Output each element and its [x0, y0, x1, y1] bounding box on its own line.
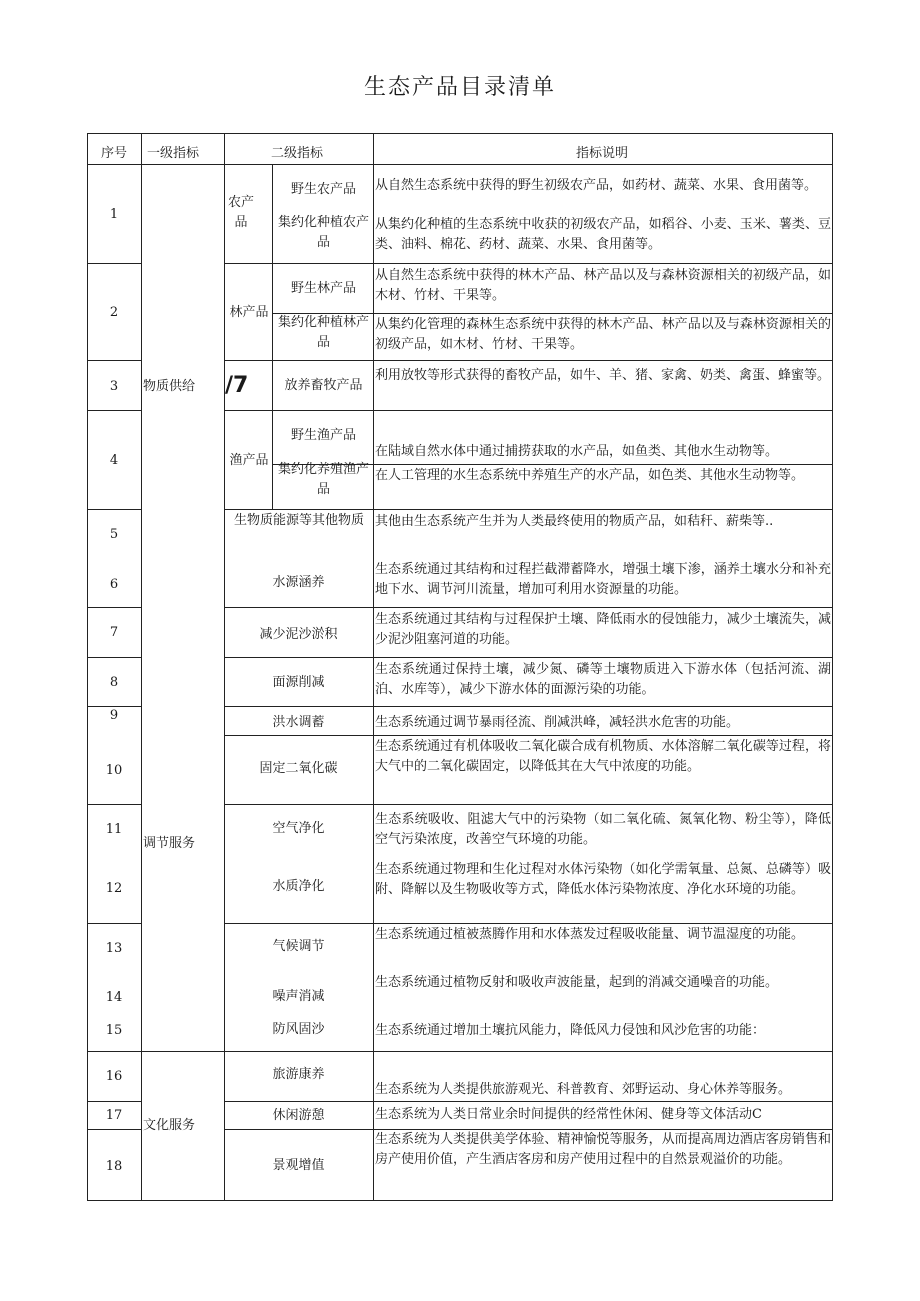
item-name: 气候调节: [272, 939, 325, 954]
table-rule: [87, 1101, 141, 1102]
row-seq: 8: [109, 675, 119, 690]
item-desc: 生态系统通过物理和生化过程对水体污染物（如化学需氧量、总氮、总磷等）吸附、降解以及生物吸收等方式，降低水体污染物浓度、净化水环境的功能。: [375, 862, 831, 897]
item-name: 噪声消减: [272, 989, 325, 1004]
row-seq: 11: [105, 822, 123, 837]
item-desc: 生态系统通过调节暴雨径流、削减洪峰，减轻洪水危害的功能。: [375, 715, 740, 730]
level1-supply: 物质供给: [143, 379, 196, 394]
item-name: 野生林产品: [290, 281, 356, 296]
item-name: 野生农产品: [290, 182, 356, 197]
table-rule: [87, 607, 141, 608]
item-name: 集约化种植林产品: [277, 315, 369, 350]
item-name: 防风固沙: [272, 1022, 325, 1037]
table-rule: [87, 804, 141, 805]
table-rule: [224, 263, 833, 264]
table-rule: [224, 607, 833, 608]
table-rule: [224, 133, 225, 1201]
header-level1: 一级指标: [146, 146, 199, 161]
row-seq: 14: [105, 990, 123, 1005]
item-desc: 生态系统通过保持土壤，减少氮、磷等土壤物质进入下游水体（包括河流、湖泊、水库等），减少下游水体的面源污染的功能。: [375, 662, 831, 697]
row-seq: 1: [109, 207, 119, 222]
table-rule: [832, 133, 833, 1201]
item-name: 集约化种植农产品: [277, 215, 369, 250]
table-rule: [87, 360, 141, 361]
table-rule: [224, 657, 833, 658]
item-name: 旅游康养: [272, 1067, 325, 1082]
item-name: 面源削减: [272, 675, 325, 690]
row-seq: 3: [109, 379, 119, 394]
table-rule: [87, 263, 141, 264]
item-desc: 利用放牧等形式获得的畜牧产品，如牛、羊、猪、家禽、奶类、禽蛋、蜂蜜等。: [375, 368, 831, 383]
mark-glyph: /7: [225, 373, 249, 398]
row-seq: 4: [109, 453, 119, 468]
table-rule: [224, 410, 833, 411]
header-seq: 序号: [100, 146, 127, 161]
row-seq: 5: [109, 527, 119, 542]
table-rule: [87, 1200, 833, 1201]
header-desc: 指标说明: [575, 146, 628, 161]
item-desc: 从自然生态系统中获得的林木产品、林产品以及与森林资源相关的初级产品，如木材、竹材、干果等。: [375, 268, 831, 303]
table-rule: [224, 509, 833, 510]
row-seq: 16: [105, 1069, 123, 1084]
row-seq: 2: [109, 305, 119, 320]
item-name: 生物质能源等其他物质: [233, 513, 364, 528]
page-title: 生态产品目录清单: [363, 75, 556, 100]
table-rule: [87, 657, 141, 658]
table-rule: [87, 133, 833, 134]
table-rule: [224, 923, 833, 924]
product-catalog-table: [87, 133, 833, 1201]
item-desc: 生态系统为人类提供旅游观光、科普教育、郊野运动、身心休养等服务。: [375, 1082, 792, 1097]
row-seq: 12: [105, 881, 123, 896]
table-rule: [141, 133, 142, 1201]
table-rule: [272, 164, 273, 509]
item-name: 野生渔产品: [290, 428, 356, 443]
item-desc: 在陆域自然水体中通过捕捞获取的水产品，如鱼类、其他水生动物等。: [375, 444, 779, 459]
table-rule: [87, 164, 833, 165]
table-rule: [224, 1101, 833, 1102]
table-rule: [87, 509, 141, 510]
item-name: 景观增值: [272, 1158, 325, 1173]
item-desc: 生态系统通过其结构和过程拦截滞蓄降水，增强土壤下渗，涵养土壤水分和补充地下水、调节河川流量，增加可利用水资源量的功能。: [375, 562, 831, 597]
row-seq: 18: [105, 1159, 123, 1174]
row-seq: 13: [105, 941, 123, 956]
row-seq: 6: [109, 577, 119, 592]
table-rule: [87, 410, 141, 411]
table-rule: [224, 804, 833, 805]
item-name: 放养畜牧产品: [284, 378, 363, 393]
item-name: 休闲游憩: [272, 1108, 325, 1123]
item-desc: 从自然生态系统中获得的野生初级农产品，如药材、蔬菜、水果、食用菌等。: [375, 178, 818, 193]
item-desc: 生态系统通过其结构与过程保护土壤、降低雨水的侵蚀能力，减少土壤流失，减少泥沙阻塞河道的功能。: [375, 612, 831, 647]
item-name: 洪水调蓄: [272, 715, 325, 730]
row-seq: 7: [109, 625, 119, 640]
group-forest: 林产品: [229, 305, 269, 320]
table-rule: [224, 360, 833, 361]
table-rule: [373, 133, 374, 1201]
row-seq: 15: [105, 1023, 123, 1038]
row-seq: 10: [105, 763, 123, 778]
header-level2: 二级指标: [270, 146, 323, 161]
item-desc: 其他由生态系统产生并为人类最终使用的物质产品，如秸秆、薪柴等..: [375, 514, 774, 529]
row-seq: 17: [105, 1108, 123, 1123]
item-desc: 在人工管理的水生态系统中养殖生产的水产品，如色类、其他水生动物等。: [375, 468, 805, 483]
table-rule: [87, 923, 141, 924]
item-name: 水质净化: [272, 879, 325, 894]
item-name: 集约化养殖渔产品: [277, 462, 369, 497]
group-fish: 渔产品: [229, 453, 269, 468]
item-desc: 生态系统通过增加土壤抗风能力，降低风力侵蚀和风沙危害的功能：: [375, 1023, 766, 1038]
table-rule: [87, 133, 88, 1201]
item-desc: 从集约化种植的生态系统中收获的初级农产品，如稻谷、小麦、玉米、薯类、豆类、油料、棉花、药材、蔬菜、水果、食用菌等。: [375, 217, 831, 252]
item-desc: 生态系统通过植被蒸腾作用和水体蒸发过程吸收能量、调节温湿度的功能。: [375, 927, 805, 942]
item-name: 固定二氧化碳: [259, 761, 338, 776]
item-name: 空气净化: [272, 821, 325, 836]
item-desc: 从集约化管理的森林生态系统中获得的林木产品、林产品以及与森林资源相关的初级产品，如木材、竹材、干果等。: [375, 317, 831, 352]
table-rule: [87, 1129, 141, 1130]
item-desc: 生态系统吸收、阻滤大气中的污染物（如二氧化硫、氮氧化物、粉尘等），降低空气污染浓度，改善空气环境的功能。: [375, 812, 831, 847]
item-desc: 生态系统为人类日常业余时间提供的经常性休闲、健身等文体活动C: [375, 1107, 762, 1122]
table-rule: [224, 735, 833, 736]
item-desc: 生态系统为人类提供美学体验、精神愉悦等服务，从而提高周边酒店客房销售和房产使用价值，产生酒店客房和房产使用过程中的自然景观溢价的功能。: [375, 1132, 831, 1167]
item-name: 水源涵养: [272, 575, 325, 590]
table-rule: [87, 1051, 833, 1052]
group-agri: 农产品: [227, 195, 254, 230]
item-desc: 生态系统通过植物反射和吸收声波能量，起到的消减交通噪音的功能。: [375, 975, 779, 990]
row-seq: 9: [109, 708, 119, 723]
item-name: 减少泥沙淤积: [259, 627, 338, 642]
table-rule: [224, 706, 833, 707]
level1-culture: 文化服务: [143, 1118, 196, 1133]
level1-regulation: 调节服务: [143, 836, 196, 851]
item-desc: 生态系统通过有机体吸收二氧化碳合成有机物质、水体溶解二氧化碳等过程，将大气中的二氧化碳固定，以降低其在大气中浓度的功能。: [375, 739, 831, 774]
